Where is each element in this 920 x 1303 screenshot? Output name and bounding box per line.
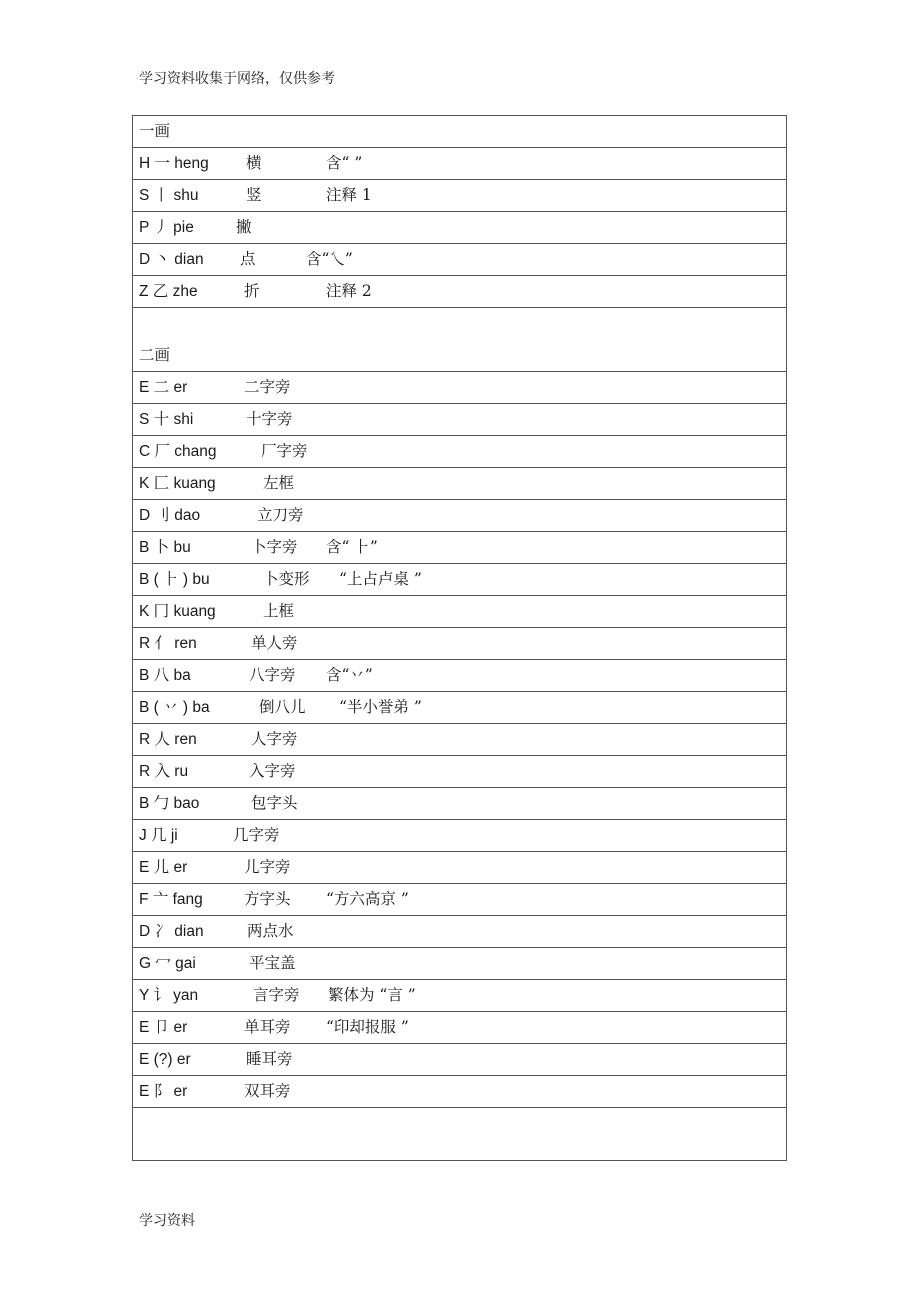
table-row (133, 1012, 786, 1044)
radical-name: 包字头 (251, 794, 298, 812)
radical-note: 含“ ” (326, 154, 363, 172)
blank-row (133, 1108, 786, 1160)
radical-code: E 二 er (139, 379, 188, 396)
radical-code: E 阝 er (139, 1083, 188, 1100)
radical-name: 撇 (236, 218, 252, 236)
radical-code: R 人 ren (139, 731, 197, 748)
table-row (133, 532, 786, 564)
table-row (133, 180, 786, 212)
radical-code: Z 乙 zhe (139, 283, 198, 300)
table-row (133, 564, 786, 596)
radical-code: B 卜 bu (139, 539, 191, 556)
radical-name: 卜字旁 (251, 538, 298, 556)
radical-code: J 几 ji (139, 827, 178, 844)
radical-code: B ( 丷 ) ba (139, 699, 210, 716)
table-row (133, 788, 786, 820)
radical-name: 折 (244, 282, 260, 300)
radical-code: E (?) er (139, 1051, 191, 1068)
table-row (133, 724, 786, 756)
radical-name: 单耳旁 (244, 1018, 291, 1036)
radical-code: B ( ⺊ ) bu (139, 571, 210, 588)
table-row (133, 404, 786, 436)
radical-code: S 丨 shu (139, 187, 199, 204)
radical-code: D 冫 dian (139, 923, 204, 940)
table-row (133, 276, 786, 308)
radical-note: “印却报服 ” (326, 1018, 409, 1036)
radical-code: B 八 ba (139, 667, 191, 684)
table-row (133, 372, 786, 404)
radical-name: 入字旁 (249, 762, 296, 780)
radical-code: Y 讠 yan (139, 987, 199, 1004)
table-row (133, 884, 786, 916)
radical-code: H 一 heng (139, 155, 209, 172)
radical-name: 睡耳旁 (246, 1050, 293, 1068)
radical-table (132, 115, 787, 1161)
table-row (133, 500, 786, 532)
radical-note: 注释 1 (326, 186, 372, 204)
radical-note: 注释 2 (326, 282, 372, 300)
radical-name: 平宝盖 (249, 954, 296, 972)
table-row (133, 596, 786, 628)
radical-name: 单人旁 (251, 634, 298, 652)
radical-code: D 刂 dao (139, 507, 201, 524)
table-row (133, 244, 786, 276)
radical-code: B 勹 bao (139, 795, 200, 812)
radical-note: “方六高京 ” (326, 890, 409, 908)
section-heading: 一画 (139, 122, 171, 140)
radical-code: K 冂 kuang (139, 603, 216, 620)
radical-name: 几字旁 (233, 826, 280, 844)
table-row (133, 692, 786, 724)
radical-note: 繁体为 “言 ” (328, 986, 416, 1004)
radical-name: 二字旁 (244, 378, 291, 396)
radical-note: “半小誉弟 ” (339, 698, 422, 716)
radical-name: 上框 (263, 602, 295, 620)
section-heading: 二画 (139, 346, 171, 364)
radical-note: 含“丷” (326, 666, 373, 684)
radical-code: P 丿 pie (139, 219, 194, 236)
table-row (133, 756, 786, 788)
radical-code: G 冖 gai (139, 955, 196, 972)
table-row (133, 1076, 786, 1108)
table-row (133, 468, 786, 500)
section-heading-row (133, 308, 786, 372)
radical-name: 横 (246, 154, 262, 172)
radical-code: R 入 ru (139, 763, 189, 780)
table-row (133, 436, 786, 468)
table-row (133, 916, 786, 948)
radical-note: 含“乀” (306, 250, 353, 268)
radical-name: 两点水 (247, 922, 294, 940)
radical-code: C 厂 chang (139, 443, 217, 460)
table-row (133, 628, 786, 660)
radical-name: 左框 (263, 474, 295, 492)
table-row (133, 980, 786, 1012)
radical-code: D 丶 dian (139, 251, 204, 268)
radical-name: 倒八儿 (259, 698, 306, 716)
radical-name: 人字旁 (251, 730, 298, 748)
table-row (133, 212, 786, 244)
table-row (133, 660, 786, 692)
header-note: 学习资料收集于网络，仅供参考 (139, 71, 335, 87)
table-row (133, 148, 786, 180)
radical-name: 十字旁 (246, 410, 293, 428)
table-row (133, 948, 786, 980)
radical-note: 含“ ⺊” (326, 538, 378, 556)
radical-name: 厂字旁 (261, 442, 308, 460)
radical-code: S 十 shi (139, 411, 194, 428)
radical-name: 竖 (246, 186, 262, 204)
radical-code: R 亻 ren (139, 635, 197, 652)
table-row (133, 820, 786, 852)
radical-code: E 卩 er (139, 1019, 188, 1036)
table-row (133, 852, 786, 884)
radical-name: 方字头 (244, 890, 291, 908)
radical-name: 双耳旁 (244, 1082, 291, 1100)
table-row (133, 1044, 786, 1076)
radical-name: 立刀旁 (257, 506, 304, 524)
radical-name: 言字旁 (253, 986, 300, 1004)
radical-code: F 亠 fang (139, 891, 203, 908)
radical-code: K 匚 kuang (139, 475, 216, 492)
radical-name: 儿字旁 (244, 858, 291, 876)
radical-name: 八字旁 (249, 666, 296, 684)
radical-name: 卜变形 (263, 570, 310, 588)
section-heading-row (133, 116, 786, 148)
radical-code: E 儿 er (139, 859, 188, 876)
footer-note: 学习资料 (139, 1213, 195, 1229)
radical-name: 点 (240, 250, 256, 268)
radical-note: “上占卢桌 ” (339, 570, 422, 588)
